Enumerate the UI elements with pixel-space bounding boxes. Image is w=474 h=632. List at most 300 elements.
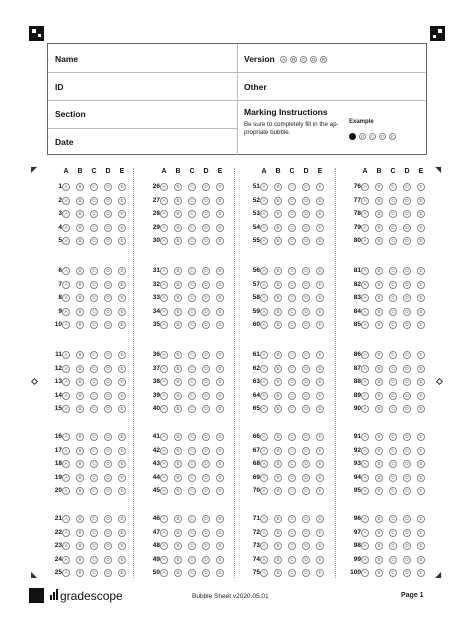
answer-bubble-c[interactable]: C bbox=[188, 351, 196, 359]
answer-bubble-e[interactable]: E bbox=[216, 378, 224, 386]
answer-bubble-a[interactable]: A bbox=[361, 365, 369, 373]
answer-bubble-a[interactable]: A bbox=[260, 267, 268, 275]
answer-bubble-a[interactable]: A bbox=[62, 267, 70, 275]
answer-bubble-e[interactable]: E bbox=[216, 569, 224, 577]
answer-bubble-c[interactable]: C bbox=[188, 183, 196, 191]
answer-bubble-b[interactable]: B bbox=[375, 569, 383, 577]
answer-bubble-b[interactable]: B bbox=[274, 183, 282, 191]
answer-bubble-d[interactable]: D bbox=[104, 237, 112, 245]
answer-bubble-b[interactable]: B bbox=[274, 210, 282, 218]
answer-bubble-d[interactable]: D bbox=[104, 542, 112, 550]
answer-bubble-b[interactable]: B bbox=[76, 433, 84, 441]
answer-bubble-b[interactable]: B bbox=[375, 183, 383, 191]
answer-bubble-d[interactable]: D bbox=[202, 351, 210, 359]
answer-bubble-a[interactable]: A bbox=[160, 487, 168, 495]
answer-bubble-c[interactable]: C bbox=[188, 237, 196, 245]
answer-bubble-e[interactable]: E bbox=[316, 294, 324, 302]
answer-bubble-d[interactable]: D bbox=[202, 294, 210, 302]
answer-bubble-c[interactable]: C bbox=[389, 433, 397, 441]
answer-bubble-d[interactable]: D bbox=[302, 378, 310, 386]
answer-bubble-a[interactable]: A bbox=[361, 569, 369, 577]
answer-bubble-e[interactable]: E bbox=[316, 183, 324, 191]
answer-bubble-b[interactable]: B bbox=[274, 556, 282, 564]
answer-bubble-a[interactable]: A bbox=[361, 197, 369, 205]
answer-bubble-b[interactable]: B bbox=[375, 267, 383, 275]
answer-bubble-e[interactable]: E bbox=[118, 556, 126, 564]
answer-bubble-c[interactable]: C bbox=[90, 433, 98, 441]
answer-bubble-e[interactable]: E bbox=[118, 267, 126, 275]
answer-bubble-c[interactable]: C bbox=[90, 392, 98, 400]
answer-bubble-c[interactable]: C bbox=[389, 542, 397, 550]
answer-bubble-a[interactable]: A bbox=[260, 447, 268, 455]
answer-bubble-a[interactable]: A bbox=[361, 308, 369, 316]
answer-bubble-e[interactable]: E bbox=[118, 487, 126, 495]
answer-bubble-d[interactable]: D bbox=[302, 433, 310, 441]
answer-bubble-e[interactable]: E bbox=[216, 487, 224, 495]
version-bubble-e[interactable]: E bbox=[322, 57, 326, 63]
answer-bubble-d[interactable]: D bbox=[302, 267, 310, 275]
answer-bubble-c[interactable]: C bbox=[389, 447, 397, 455]
answer-bubble-a[interactable]: A bbox=[361, 529, 369, 537]
answer-bubble-e[interactable]: E bbox=[118, 281, 126, 289]
answer-bubble-b[interactable]: B bbox=[274, 294, 282, 302]
answer-bubble-a[interactable]: A bbox=[260, 308, 268, 316]
answer-bubble-d[interactable]: D bbox=[403, 556, 411, 564]
answer-bubble-e[interactable]: E bbox=[417, 294, 425, 302]
answer-bubble-c[interactable]: C bbox=[389, 281, 397, 289]
answer-bubble-b[interactable]: B bbox=[76, 487, 84, 495]
answer-bubble-d[interactable]: D bbox=[403, 487, 411, 495]
answer-bubble-c[interactable]: C bbox=[188, 197, 196, 205]
answer-bubble-a[interactable]: A bbox=[62, 351, 70, 359]
answer-bubble-e[interactable]: E bbox=[216, 365, 224, 373]
answer-bubble-c[interactable]: C bbox=[288, 210, 296, 218]
answer-bubble-d[interactable]: D bbox=[202, 447, 210, 455]
answer-bubble-d[interactable]: D bbox=[104, 378, 112, 386]
answer-bubble-b[interactable]: B bbox=[274, 281, 282, 289]
answer-bubble-a[interactable]: A bbox=[361, 433, 369, 441]
answer-bubble-a[interactable]: A bbox=[260, 433, 268, 441]
answer-bubble-b[interactable]: B bbox=[76, 267, 84, 275]
answer-bubble-a[interactable]: A bbox=[361, 281, 369, 289]
answer-bubble-a[interactable]: A bbox=[361, 556, 369, 564]
answer-bubble-a[interactable]: A bbox=[62, 183, 70, 191]
answer-bubble-d[interactable]: D bbox=[403, 569, 411, 577]
answer-bubble-d[interactable]: D bbox=[104, 351, 112, 359]
answer-bubble-a[interactable]: A bbox=[361, 460, 369, 468]
answer-bubble-d[interactable]: D bbox=[104, 460, 112, 468]
answer-bubble-d[interactable]: D bbox=[403, 183, 411, 191]
answer-bubble-b[interactable]: B bbox=[174, 433, 182, 441]
answer-bubble-b[interactable]: B bbox=[174, 321, 182, 329]
answer-bubble-e[interactable]: E bbox=[216, 447, 224, 455]
answer-bubble-a[interactable]: A bbox=[62, 460, 70, 468]
answer-bubble-a[interactable]: A bbox=[160, 433, 168, 441]
answer-bubble-b[interactable]: B bbox=[375, 308, 383, 316]
answer-bubble-b[interactable]: B bbox=[174, 474, 182, 482]
answer-bubble-d[interactable]: D bbox=[104, 210, 112, 218]
answer-bubble-b[interactable]: B bbox=[76, 542, 84, 550]
answer-bubble-b[interactable]: B bbox=[375, 474, 383, 482]
answer-bubble-e[interactable]: E bbox=[216, 237, 224, 245]
answer-bubble-d[interactable]: D bbox=[403, 210, 411, 218]
answer-bubble-c[interactable]: C bbox=[288, 308, 296, 316]
answer-bubble-e[interactable]: E bbox=[316, 237, 324, 245]
answer-bubble-b[interactable]: B bbox=[76, 405, 84, 413]
answer-bubble-e[interactable]: E bbox=[216, 210, 224, 218]
answer-bubble-b[interactable]: B bbox=[274, 433, 282, 441]
answer-bubble-e[interactable]: E bbox=[216, 321, 224, 329]
answer-bubble-d[interactable]: D bbox=[104, 365, 112, 373]
answer-bubble-a[interactable]: A bbox=[62, 210, 70, 218]
answer-bubble-d[interactable]: D bbox=[104, 392, 112, 400]
answer-bubble-b[interactable]: B bbox=[375, 294, 383, 302]
answer-bubble-b[interactable]: B bbox=[76, 474, 84, 482]
answer-bubble-a[interactable]: A bbox=[361, 447, 369, 455]
answer-bubble-a[interactable]: A bbox=[260, 351, 268, 359]
answer-bubble-b[interactable]: B bbox=[174, 351, 182, 359]
answer-bubble-a[interactable]: A bbox=[62, 405, 70, 413]
answer-bubble-b[interactable]: B bbox=[274, 542, 282, 550]
answer-bubble-a[interactable]: A bbox=[260, 529, 268, 537]
answer-bubble-b[interactable]: B bbox=[274, 515, 282, 523]
answer-bubble-d[interactable]: D bbox=[403, 281, 411, 289]
answer-bubble-e[interactable]: E bbox=[118, 569, 126, 577]
answer-bubble-a[interactable]: A bbox=[260, 556, 268, 564]
answer-bubble-a[interactable]: A bbox=[160, 237, 168, 245]
answer-bubble-d[interactable]: D bbox=[403, 197, 411, 205]
version-bubble-d[interactable]: D bbox=[311, 57, 316, 63]
answer-bubble-b[interactable]: B bbox=[76, 351, 84, 359]
answer-bubble-c[interactable]: C bbox=[288, 183, 296, 191]
answer-bubble-c[interactable]: C bbox=[90, 556, 98, 564]
answer-bubble-b[interactable]: B bbox=[174, 267, 182, 275]
answer-bubble-d[interactable]: D bbox=[302, 321, 310, 329]
answer-bubble-e[interactable]: E bbox=[118, 447, 126, 455]
answer-bubble-c[interactable]: C bbox=[188, 405, 196, 413]
answer-bubble-e[interactable]: E bbox=[417, 224, 425, 232]
answer-bubble-e[interactable]: E bbox=[216, 474, 224, 482]
answer-bubble-c[interactable]: C bbox=[90, 294, 98, 302]
answer-bubble-d[interactable]: D bbox=[302, 515, 310, 523]
answer-bubble-b[interactable]: B bbox=[375, 405, 383, 413]
answer-bubble-e[interactable]: E bbox=[316, 433, 324, 441]
answer-bubble-e[interactable]: E bbox=[316, 308, 324, 316]
answer-bubble-c[interactable]: C bbox=[90, 569, 98, 577]
answer-bubble-b[interactable]: B bbox=[274, 308, 282, 316]
answer-bubble-d[interactable]: D bbox=[202, 542, 210, 550]
answer-bubble-e[interactable]: E bbox=[316, 267, 324, 275]
answer-bubble-a[interactable]: A bbox=[62, 224, 70, 232]
answer-bubble-c[interactable]: C bbox=[288, 378, 296, 386]
answer-bubble-d[interactable]: D bbox=[104, 308, 112, 316]
answer-bubble-d[interactable]: D bbox=[104, 294, 112, 302]
answer-bubble-e[interactable]: E bbox=[316, 405, 324, 413]
answer-bubble-c[interactable]: C bbox=[288, 281, 296, 289]
answer-bubble-a[interactable]: A bbox=[260, 405, 268, 413]
answer-bubble-c[interactable]: C bbox=[389, 474, 397, 482]
answer-bubble-b[interactable]: B bbox=[76, 556, 84, 564]
answer-bubble-a[interactable]: A bbox=[260, 474, 268, 482]
answer-bubble-c[interactable]: C bbox=[188, 294, 196, 302]
answer-bubble-e[interactable]: E bbox=[417, 321, 425, 329]
answer-bubble-b[interactable]: B bbox=[76, 569, 84, 577]
answer-bubble-c[interactable]: C bbox=[90, 447, 98, 455]
answer-bubble-a[interactable]: A bbox=[160, 224, 168, 232]
answer-bubble-c[interactable]: C bbox=[288, 487, 296, 495]
answer-bubble-e[interactable]: E bbox=[316, 224, 324, 232]
answer-bubble-e[interactable]: E bbox=[118, 405, 126, 413]
answer-bubble-a[interactable]: A bbox=[260, 294, 268, 302]
answer-bubble-d[interactable]: D bbox=[403, 308, 411, 316]
answer-bubble-e[interactable]: E bbox=[118, 474, 126, 482]
answer-bubble-a[interactable]: A bbox=[62, 281, 70, 289]
answer-bubble-b[interactable]: B bbox=[76, 378, 84, 386]
answer-bubble-b[interactable]: B bbox=[76, 365, 84, 373]
answer-bubble-e[interactable]: E bbox=[216, 433, 224, 441]
answer-bubble-d[interactable]: D bbox=[403, 447, 411, 455]
answer-bubble-b[interactable]: B bbox=[76, 321, 84, 329]
answer-bubble-b[interactable]: B bbox=[274, 405, 282, 413]
answer-bubble-c[interactable]: C bbox=[90, 460, 98, 468]
answer-bubble-d[interactable]: D bbox=[202, 474, 210, 482]
answer-bubble-b[interactable]: B bbox=[76, 237, 84, 245]
answer-bubble-a[interactable]: A bbox=[160, 378, 168, 386]
answer-bubble-e[interactable]: E bbox=[118, 237, 126, 245]
answer-bubble-b[interactable]: B bbox=[76, 183, 84, 191]
answer-bubble-d[interactable]: D bbox=[202, 237, 210, 245]
answer-bubble-d[interactable]: D bbox=[104, 197, 112, 205]
answer-bubble-e[interactable]: E bbox=[216, 515, 224, 523]
answer-bubble-a[interactable]: A bbox=[160, 460, 168, 468]
answer-bubble-b[interactable]: B bbox=[375, 529, 383, 537]
answer-bubble-b[interactable]: B bbox=[174, 405, 182, 413]
answer-bubble-b[interactable]: B bbox=[375, 460, 383, 468]
answer-bubble-d[interactable]: D bbox=[403, 237, 411, 245]
answer-bubble-c[interactable]: C bbox=[389, 460, 397, 468]
answer-bubble-e[interactable]: E bbox=[216, 529, 224, 537]
answer-bubble-e[interactable]: E bbox=[316, 529, 324, 537]
answer-bubble-d[interactable]: D bbox=[202, 556, 210, 564]
answer-bubble-b[interactable]: B bbox=[174, 308, 182, 316]
answer-bubble-e[interactable]: E bbox=[118, 365, 126, 373]
answer-bubble-c[interactable]: C bbox=[389, 529, 397, 537]
answer-bubble-c[interactable]: C bbox=[90, 224, 98, 232]
answer-bubble-d[interactable]: D bbox=[302, 569, 310, 577]
answer-bubble-d[interactable]: D bbox=[403, 515, 411, 523]
answer-bubble-a[interactable]: A bbox=[260, 210, 268, 218]
answer-bubble-c[interactable]: C bbox=[389, 365, 397, 373]
answer-bubble-d[interactable]: D bbox=[104, 487, 112, 495]
answer-bubble-e[interactable]: E bbox=[118, 460, 126, 468]
answer-bubble-a[interactable]: A bbox=[361, 294, 369, 302]
answer-bubble-a[interactable]: A bbox=[160, 542, 168, 550]
answer-bubble-b[interactable]: B bbox=[274, 237, 282, 245]
answer-bubble-e[interactable]: E bbox=[316, 197, 324, 205]
answer-bubble-a[interactable]: A bbox=[160, 447, 168, 455]
answer-bubble-d[interactable]: D bbox=[202, 321, 210, 329]
answer-bubble-a[interactable]: A bbox=[361, 378, 369, 386]
answer-bubble-e[interactable]: E bbox=[216, 183, 224, 191]
answer-bubble-b[interactable]: B bbox=[174, 224, 182, 232]
answer-bubble-b[interactable]: B bbox=[274, 392, 282, 400]
answer-bubble-c[interactable]: C bbox=[389, 392, 397, 400]
answer-bubble-c[interactable]: C bbox=[188, 569, 196, 577]
answer-bubble-e[interactable]: E bbox=[216, 294, 224, 302]
answer-bubble-c[interactable]: C bbox=[90, 351, 98, 359]
answer-bubble-c[interactable]: C bbox=[389, 321, 397, 329]
answer-bubble-b[interactable]: B bbox=[375, 542, 383, 550]
answer-bubble-b[interactable]: B bbox=[174, 569, 182, 577]
answer-bubble-a[interactable]: A bbox=[62, 542, 70, 550]
answer-bubble-a[interactable]: A bbox=[361, 487, 369, 495]
answer-bubble-e[interactable]: E bbox=[417, 569, 425, 577]
answer-bubble-c[interactable]: C bbox=[288, 447, 296, 455]
answer-bubble-d[interactable]: D bbox=[202, 433, 210, 441]
answer-bubble-a[interactable]: A bbox=[160, 556, 168, 564]
answer-bubble-e[interactable]: E bbox=[316, 542, 324, 550]
answer-bubble-a[interactable]: A bbox=[260, 460, 268, 468]
answer-bubble-e[interactable]: E bbox=[417, 515, 425, 523]
answer-bubble-b[interactable]: B bbox=[174, 487, 182, 495]
answer-bubble-b[interactable]: B bbox=[375, 224, 383, 232]
answer-bubble-c[interactable]: C bbox=[188, 378, 196, 386]
answer-bubble-b[interactable]: B bbox=[274, 460, 282, 468]
answer-bubble-d[interactable]: D bbox=[202, 378, 210, 386]
answer-bubble-d[interactable]: D bbox=[403, 529, 411, 537]
answer-bubble-a[interactable]: A bbox=[260, 515, 268, 523]
answer-bubble-b[interactable]: B bbox=[174, 210, 182, 218]
answer-bubble-b[interactable]: B bbox=[375, 447, 383, 455]
answer-bubble-d[interactable]: D bbox=[302, 487, 310, 495]
answer-bubble-c[interactable]: C bbox=[188, 321, 196, 329]
answer-bubble-b[interactable]: B bbox=[174, 365, 182, 373]
answer-bubble-d[interactable]: D bbox=[104, 433, 112, 441]
answer-bubble-b[interactable]: B bbox=[174, 515, 182, 523]
answer-bubble-a[interactable]: A bbox=[260, 487, 268, 495]
answer-bubble-c[interactable]: C bbox=[389, 405, 397, 413]
answer-bubble-c[interactable]: C bbox=[288, 365, 296, 373]
answer-bubble-a[interactable]: A bbox=[62, 487, 70, 495]
answer-bubble-c[interactable]: C bbox=[389, 183, 397, 191]
answer-bubble-c[interactable]: C bbox=[288, 351, 296, 359]
answer-bubble-c[interactable]: C bbox=[288, 542, 296, 550]
answer-bubble-e[interactable]: E bbox=[417, 365, 425, 373]
answer-bubble-e[interactable]: E bbox=[417, 460, 425, 468]
answer-bubble-d[interactable]: D bbox=[302, 224, 310, 232]
answer-bubble-c[interactable]: C bbox=[90, 365, 98, 373]
answer-bubble-d[interactable]: D bbox=[202, 460, 210, 468]
answer-bubble-e[interactable]: E bbox=[118, 542, 126, 550]
answer-bubble-d[interactable]: D bbox=[104, 405, 112, 413]
answer-bubble-c[interactable]: C bbox=[288, 321, 296, 329]
answer-bubble-e[interactable]: E bbox=[118, 515, 126, 523]
answer-bubble-a[interactable]: A bbox=[361, 267, 369, 275]
answer-bubble-e[interactable]: E bbox=[417, 210, 425, 218]
answer-bubble-d[interactable]: D bbox=[202, 308, 210, 316]
answer-bubble-d[interactable]: D bbox=[202, 487, 210, 495]
answer-bubble-a[interactable]: A bbox=[361, 392, 369, 400]
answer-bubble-d[interactable]: D bbox=[202, 210, 210, 218]
answer-bubble-b[interactable]: B bbox=[76, 210, 84, 218]
answer-bubble-d[interactable]: D bbox=[403, 433, 411, 441]
answer-bubble-e[interactable]: E bbox=[118, 210, 126, 218]
answer-bubble-e[interactable]: E bbox=[118, 197, 126, 205]
answer-bubble-d[interactable]: D bbox=[104, 447, 112, 455]
answer-bubble-b[interactable]: B bbox=[274, 378, 282, 386]
answer-bubble-d[interactable]: D bbox=[104, 267, 112, 275]
answer-bubble-a[interactable]: A bbox=[160, 405, 168, 413]
answer-bubble-c[interactable]: C bbox=[288, 556, 296, 564]
answer-bubble-c[interactable]: C bbox=[188, 281, 196, 289]
answer-bubble-b[interactable]: B bbox=[174, 542, 182, 550]
answer-bubble-a[interactable]: A bbox=[160, 308, 168, 316]
answer-bubble-c[interactable]: C bbox=[188, 224, 196, 232]
answer-bubble-b[interactable]: B bbox=[274, 321, 282, 329]
answer-bubble-b[interactable]: B bbox=[375, 237, 383, 245]
answer-bubble-c[interactable]: C bbox=[90, 210, 98, 218]
answer-bubble-c[interactable]: C bbox=[389, 569, 397, 577]
answer-bubble-e[interactable]: E bbox=[316, 351, 324, 359]
answer-bubble-e[interactable]: E bbox=[216, 460, 224, 468]
answer-bubble-a[interactable]: A bbox=[361, 474, 369, 482]
answer-bubble-a[interactable]: A bbox=[260, 197, 268, 205]
answer-bubble-e[interactable]: E bbox=[316, 515, 324, 523]
answer-bubble-e[interactable]: E bbox=[316, 474, 324, 482]
answer-bubble-b[interactable]: B bbox=[375, 556, 383, 564]
answer-bubble-b[interactable]: B bbox=[174, 281, 182, 289]
answer-bubble-c[interactable]: C bbox=[389, 308, 397, 316]
answer-bubble-b[interactable]: B bbox=[174, 237, 182, 245]
answer-bubble-a[interactable]: A bbox=[160, 281, 168, 289]
answer-bubble-d[interactable]: D bbox=[403, 224, 411, 232]
answer-bubble-e[interactable]: E bbox=[216, 281, 224, 289]
answer-bubble-c[interactable]: C bbox=[90, 487, 98, 495]
answer-bubble-c[interactable]: C bbox=[188, 433, 196, 441]
answer-bubble-e[interactable]: E bbox=[417, 183, 425, 191]
answer-bubble-a[interactable]: A bbox=[62, 308, 70, 316]
answer-bubble-a[interactable]: A bbox=[160, 569, 168, 577]
answer-bubble-d[interactable]: D bbox=[302, 365, 310, 373]
answer-bubble-c[interactable]: C bbox=[90, 405, 98, 413]
answer-bubble-b[interactable]: B bbox=[375, 210, 383, 218]
answer-bubble-c[interactable]: C bbox=[188, 365, 196, 373]
answer-bubble-c[interactable]: C bbox=[288, 224, 296, 232]
answer-bubble-c[interactable]: C bbox=[389, 210, 397, 218]
answer-bubble-c[interactable]: C bbox=[90, 237, 98, 245]
answer-bubble-b[interactable]: B bbox=[76, 197, 84, 205]
answer-bubble-a[interactable]: A bbox=[62, 378, 70, 386]
answer-bubble-c[interactable]: C bbox=[288, 267, 296, 275]
answer-bubble-d[interactable]: D bbox=[202, 267, 210, 275]
answer-bubble-a[interactable]: A bbox=[361, 210, 369, 218]
answer-bubble-b[interactable]: B bbox=[174, 378, 182, 386]
answer-bubble-b[interactable]: B bbox=[274, 224, 282, 232]
answer-bubble-e[interactable]: E bbox=[417, 308, 425, 316]
answer-bubble-b[interactable]: B bbox=[274, 267, 282, 275]
answer-bubble-d[interactable]: D bbox=[302, 542, 310, 550]
answer-bubble-d[interactable]: D bbox=[104, 556, 112, 564]
answer-bubble-c[interactable]: C bbox=[188, 460, 196, 468]
answer-bubble-e[interactable]: E bbox=[216, 351, 224, 359]
answer-bubble-c[interactable]: C bbox=[188, 542, 196, 550]
answer-bubble-c[interactable]: C bbox=[90, 542, 98, 550]
answer-bubble-a[interactable]: A bbox=[160, 392, 168, 400]
answer-bubble-c[interactable]: C bbox=[288, 405, 296, 413]
answer-bubble-c[interactable]: C bbox=[188, 308, 196, 316]
answer-bubble-e[interactable]: E bbox=[118, 183, 126, 191]
answer-bubble-c[interactable]: C bbox=[90, 529, 98, 537]
